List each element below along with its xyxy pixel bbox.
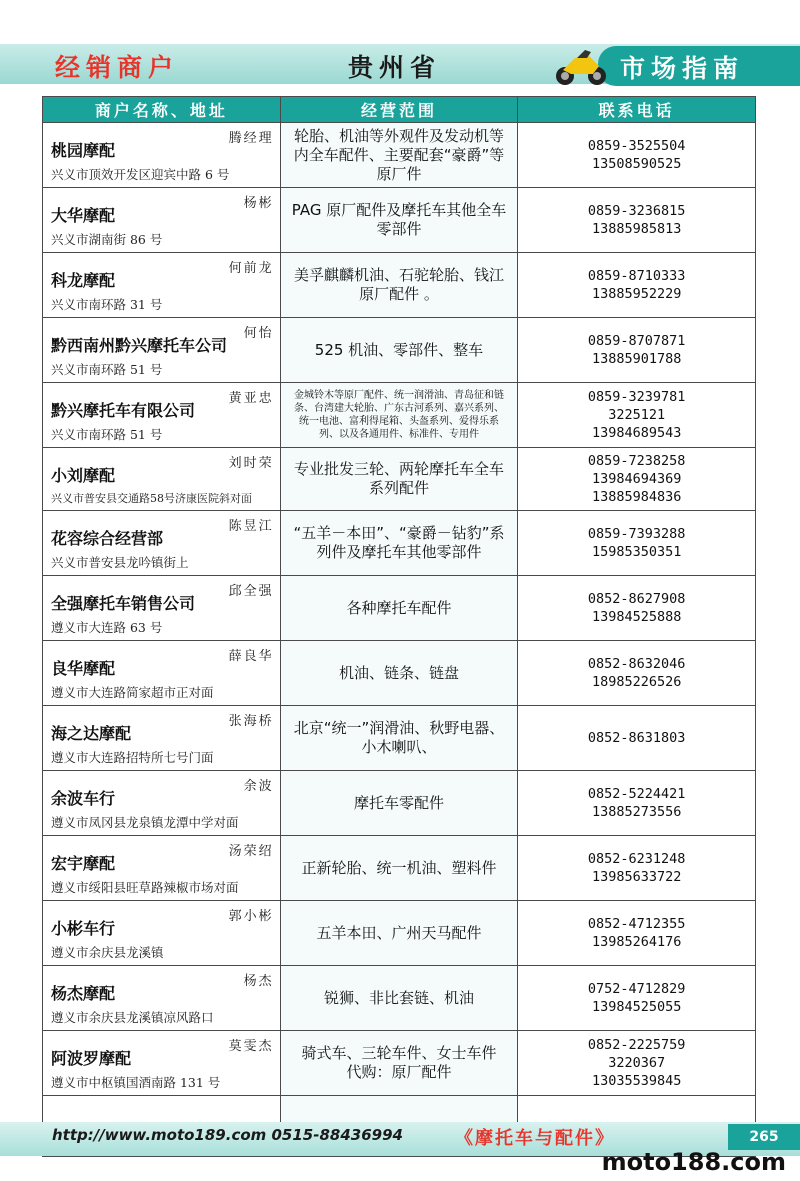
phone-cell (518, 511, 756, 576)
dealer-address: 遵义市绥阳县旺草路辣椒市场对面 (51, 880, 239, 895)
dealer-cell (43, 511, 281, 576)
magazine-title: 《摩托车与配件》 (455, 1128, 615, 1149)
phone-cell (518, 641, 756, 706)
dealer-address: 兴义市湖南街 86 号 (51, 232, 163, 247)
table-row (43, 383, 756, 448)
phone-number: 13985633722 (591, 869, 682, 885)
manager-name: 邱全强 (228, 584, 274, 599)
market-guide-badge (598, 46, 800, 86)
manager-name: 薛良华 (228, 649, 274, 664)
dealer-name: 宏宇摩配 (51, 854, 116, 873)
dealer-cell (43, 318, 281, 383)
scope-cell: 摩托车零配件 (280, 771, 518, 836)
dealer-name: 良华摩配 (51, 659, 116, 678)
dealer-name: 小彬车行 (51, 919, 116, 938)
dealer-cell (43, 771, 281, 836)
dealer-cell (43, 1031, 281, 1096)
phone-cell (518, 383, 756, 448)
scope-cell: 五羊本田、广州天马配件 (280, 901, 518, 966)
dealer-address: 遵义市大连路简家超市正对面 (51, 685, 214, 700)
dealer-cell (43, 966, 281, 1031)
table-row (43, 253, 756, 318)
phone-number: 0852-5224421 (587, 786, 686, 802)
dealer-cell (43, 253, 281, 318)
dealer-cell (43, 448, 281, 511)
phone-cell (518, 188, 756, 253)
table-row (43, 771, 756, 836)
scope-cell: 北京“统一”润滑油、秋野电器、小木喇叭、 (280, 706, 518, 771)
scope-cell: 各种摩托车配件 (280, 576, 518, 641)
scope-cell: 正新轮胎、统一机油、塑料件 (280, 836, 518, 901)
table-row (43, 448, 756, 511)
header-phone: 联系电话 (518, 97, 756, 123)
scope-cell: 锐狮、非比套链、机油 (280, 966, 518, 1031)
phone-number: 13984525055 (591, 999, 682, 1015)
phone-cell (518, 448, 756, 511)
phone-number: 13885952229 (591, 286, 682, 302)
manager-name: 郭小彬 (228, 909, 274, 924)
dealer-name: 杨杰摩配 (51, 984, 116, 1003)
table-row (43, 1031, 756, 1096)
table-row (43, 966, 756, 1031)
phone-number: 18985226526 (591, 674, 682, 690)
dealer-address: 兴义市普安县龙吟镇街上 (51, 555, 189, 570)
dealer-name: 花容综合经营部 (51, 529, 164, 548)
header-scope: 经营范围 (280, 97, 518, 123)
dealer-cell (43, 836, 281, 901)
scope-cell: 机油、链条、链盘 (280, 641, 518, 706)
dealer-address: 遵义市大连路招特所七号门面 (51, 750, 214, 765)
phone-cell (518, 123, 756, 188)
scope-cell: 美孚麒麟机油、石驼轮胎、钱江原厂配件 。 (280, 253, 518, 318)
phone-cell (518, 706, 756, 771)
manager-name: 张海桥 (228, 714, 274, 729)
phone-cell (518, 966, 756, 1031)
phone-number: 0859-3525504 (587, 138, 686, 154)
phone-number: 0852-8631803 (587, 730, 686, 746)
phone-number: 3225121 (608, 407, 666, 423)
phone-number: 13885273556 (591, 804, 682, 820)
scope-cell: 轮胎、机油等外观件及发动机等内全车配件、主要配套“豪爵”等原厂件 (280, 123, 518, 188)
dealer-name: 桃园摩配 (51, 141, 116, 160)
manager-name: 汤荣绍 (228, 844, 274, 859)
manager-name: 何前龙 (228, 261, 274, 276)
table-row (43, 188, 756, 253)
phone-number: 0852-8632046 (587, 656, 686, 672)
manager-name: 何怡 (243, 326, 274, 341)
manager-name: 莫雯杰 (228, 1039, 274, 1054)
dealer-cell (43, 383, 281, 448)
phone-cell (518, 318, 756, 383)
table-row (43, 706, 756, 771)
phone-number: 13984525888 (591, 609, 682, 625)
table-header-row (43, 97, 756, 123)
table-row (43, 641, 756, 706)
table-row (43, 576, 756, 641)
page-header (0, 0, 800, 92)
scope-cell: 骑式车、三轮车件、女士车件 代购：原厂配件 (280, 1031, 518, 1096)
dealer-name: 海之达摩配 (51, 724, 132, 743)
phone-number: 13035539845 (591, 1073, 682, 1089)
phone-number: 15985350351 (591, 544, 682, 560)
dealer-name: 大华摩配 (51, 206, 116, 225)
table-row (43, 318, 756, 383)
phone-number: 0852-6231248 (587, 851, 686, 867)
manager-name: 余波 (243, 779, 274, 794)
phone-cell (518, 901, 756, 966)
dealer-name: 全强摩托车销售公司 (51, 594, 196, 613)
dealer-address: 兴义市南环路 51 号 (51, 362, 163, 377)
dealer-name: 黔西南州黔兴摩托车公司 (51, 336, 228, 355)
phone-cell (518, 771, 756, 836)
phone-number: 0859-3236815 (587, 203, 686, 219)
table-row (43, 123, 756, 188)
dealer-cell (43, 123, 281, 188)
dealer-name: 科龙摩配 (51, 271, 116, 290)
manager-name: 腾经理 (228, 131, 274, 146)
dealer-name: 黔兴摩托车有限公司 (51, 401, 196, 420)
phone-number: 0852-2225759 (587, 1037, 686, 1053)
phone-number: 13885984836 (591, 489, 682, 505)
dealer-address: 兴义市普安县交通路58号济康医院斜对面 (51, 492, 252, 505)
scope-cell: 525 机油、零部件、整车 (280, 318, 518, 383)
manager-name: 陈昱江 (228, 519, 274, 534)
table-row (43, 836, 756, 901)
phone-number: 0859-7393288 (587, 526, 686, 542)
footer-url: http://www.moto189.com 0515-88436994 (52, 1126, 403, 1144)
phone-number: 13885901788 (591, 351, 682, 367)
phone-cell (518, 576, 756, 641)
dealer-cell (43, 706, 281, 771)
watermark: moto188.com (601, 1148, 786, 1176)
manager-name: 杨彬 (243, 196, 274, 211)
dealer-cell (43, 188, 281, 253)
dealer-address: 兴义市南环路 31 号 (51, 297, 163, 312)
phone-number: 13508590525 (591, 156, 682, 172)
phone-cell (518, 253, 756, 318)
phone-number: 0752-4712829 (587, 981, 686, 997)
phone-number: 13885985813 (591, 221, 682, 237)
dealer-address: 遵义市中枢镇国酒南路 131 号 (51, 1075, 221, 1090)
dealer-address: 遵义市余庆县龙溪镇 (51, 945, 164, 960)
dealer-cell (43, 641, 281, 706)
table-row (43, 901, 756, 966)
dealer-table (42, 96, 756, 1157)
phone-number: 0859-3239781 (587, 389, 686, 405)
manager-name: 刘时荣 (228, 456, 274, 471)
phone-number: 0859-8707871 (587, 333, 686, 349)
dealer-name: 小刘摩配 (51, 466, 116, 485)
phone-number: 0859-8710333 (587, 268, 686, 284)
scope-cell: PAG 原厂配件及摩托车其他全车零部件 (280, 188, 518, 253)
dealer-address: 兴义市顶效开发区迎宾中路 6 号 (51, 167, 230, 182)
phone-cell (518, 1031, 756, 1096)
phone-number: 13984689543 (591, 425, 682, 441)
phone-number: 0859-7238258 (587, 453, 686, 469)
dealer-address: 兴义市南环路 51 号 (51, 427, 163, 442)
market-guide-label: 市场指南 (620, 54, 745, 83)
dealer-name: 余波车行 (51, 789, 116, 808)
dealer-address: 遵义市余庆县龙溪镇凉风路口 (51, 1010, 214, 1025)
scope-cell: 金城铃木等原厂配件、统一润滑油、青岛征和链条、台湾建大轮胎、广东古河系列、嘉兴系列、统一电池、富利得尾箱、头盔系列、爱得乐系列、以及各通用件、标准件、专用件 (280, 383, 518, 448)
scope-cell: “五羊－本田”、“豪爵－钻豹”系列件及摩托车其他零部件 (280, 511, 518, 576)
motorcycle-icon (553, 44, 609, 88)
dealer-name: 阿波罗摩配 (51, 1049, 132, 1068)
dealer-cell (43, 901, 281, 966)
phone-number: 13984694369 (591, 471, 682, 487)
phone-cell (518, 836, 756, 901)
manager-name: 杨杰 (243, 974, 274, 989)
phone-number: 0852-4712355 (587, 916, 686, 932)
scope-cell: 专业批发三轮、两轮摩托车全车系列配件 (280, 448, 518, 511)
section-title: 经销商户 (55, 53, 180, 82)
province-title: 贵州省 (348, 53, 442, 82)
manager-name: 黄亚忠 (228, 391, 274, 406)
table-row (43, 511, 756, 576)
phone-number: 3220367 (608, 1055, 666, 1071)
phone-number: 0852-8627908 (587, 591, 686, 607)
dealer-address: 遵义市凤冈县龙泉镇龙潭中学对面 (51, 815, 239, 830)
dealer-address: 遵义市大连路 63 号 (51, 620, 163, 635)
header-name-address: 商户名称、地址 (43, 97, 281, 123)
page-number: 265 (728, 1124, 800, 1150)
dealer-cell (43, 576, 281, 641)
phone-number: 13985264176 (591, 934, 682, 950)
